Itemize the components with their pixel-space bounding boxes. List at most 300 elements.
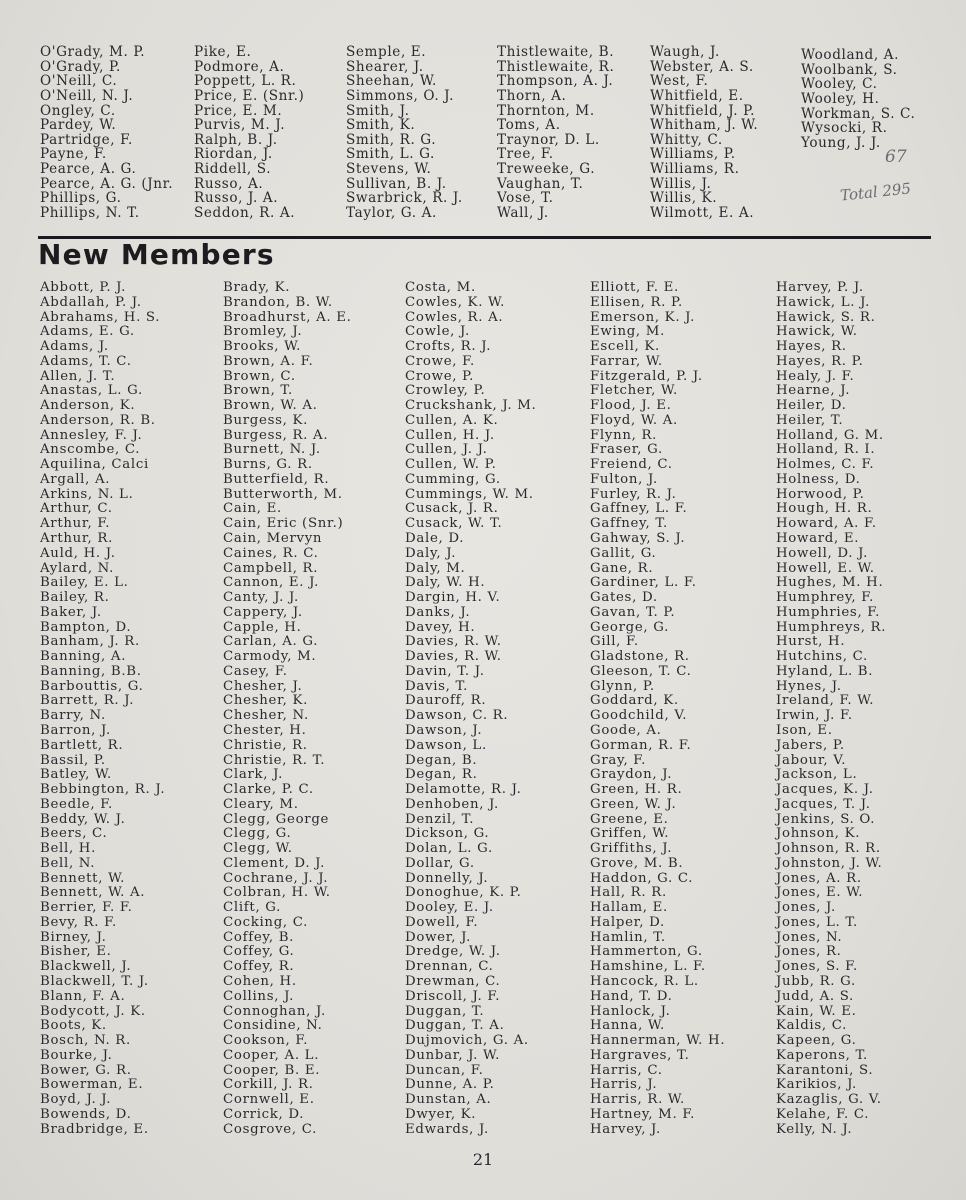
member-name: Blackwell, J. — [40, 959, 132, 975]
member-name: Gill, F. — [590, 634, 639, 650]
member-name: Connoghan, J. — [223, 1003, 326, 1019]
member-name: Green, W. J. — [590, 796, 677, 812]
member-name: Harris, J. — [590, 1077, 658, 1093]
member-name: Beedle, F. — [40, 796, 113, 812]
member-name: Holland, G. M. — [776, 427, 884, 443]
member-name: Traynor, D. L. — [497, 131, 600, 148]
member-name: Kain, W. E. — [776, 1003, 857, 1019]
member-name: Hearne, J. — [776, 383, 851, 399]
member-name: Banning, A. — [40, 649, 127, 665]
member-name: Smith, R. G. — [346, 131, 437, 148]
member-name: Gaffney, T. — [590, 516, 668, 532]
member-name: Hanna, W. — [590, 1018, 665, 1034]
member-name: Harris, C. — [590, 1062, 663, 1078]
member-name: Jones, R. — [776, 944, 842, 960]
member-name: O'Grady, M. P. — [40, 44, 146, 60]
member-name: Workman, S. C. — [801, 105, 916, 122]
member-name: Kazaglis, G. V. — [776, 1092, 882, 1108]
member-name: Flynn, R. — [590, 427, 658, 443]
member-name: Cusack, J. R. — [405, 501, 499, 517]
member-name: Arthur, C. — [40, 501, 113, 517]
member-name: Bosch, N. R. — [40, 1033, 131, 1049]
member-name: Bromley, J. — [223, 324, 303, 340]
section-heading: New Members — [38, 238, 275, 271]
member-name: Escell, K. — [590, 339, 660, 355]
member-name: Casey, F. — [223, 663, 288, 679]
member-name: Irwin, J. F. — [776, 708, 853, 724]
member-name: Jenkins, S. O. — [776, 811, 876, 827]
member-name: Beers, C. — [40, 826, 108, 842]
member-name: Kaperons, T. — [776, 1047, 868, 1063]
member-name: Bower, G. R. — [40, 1062, 132, 1078]
member-name: Brown, W. A. — [223, 398, 318, 414]
member-name: Fletcher, W. — [590, 383, 678, 399]
member-name: Hough, H. R. — [776, 501, 873, 517]
member-name: Waugh, J. — [650, 44, 720, 60]
member-name: Price, E. (Snr.) — [194, 87, 305, 104]
member-name: Corkill, J. R. — [223, 1077, 314, 1093]
member-name: Dale, D. — [405, 531, 465, 547]
member-name: Cohen, H. — [223, 973, 297, 989]
member-name: Wooley, H. — [801, 90, 880, 107]
member-name: Drewman, C. — [405, 973, 501, 989]
member-name: Pearce, A. G. — [40, 161, 137, 178]
member-name: Hanlock, J. — [590, 1003, 671, 1019]
member-name: Hawick, L. J. — [776, 294, 871, 310]
member-name: Elliott, F. E. — [590, 280, 679, 295]
member-name: Hannerman, W. H. — [590, 1033, 726, 1049]
member-name: Pardey, W. — [40, 117, 117, 134]
member-name: Donnelly, J. — [405, 870, 489, 886]
member-name: Goode, A. — [590, 722, 662, 738]
member-name: Humphrey, F. — [776, 590, 875, 606]
member-name: Gleeson, T. C. — [590, 663, 692, 679]
member-name: Bisher, E. — [40, 944, 112, 960]
member-name: Delamotte, R. J. — [405, 782, 522, 798]
member-name: Hand, T. D. — [590, 988, 673, 1004]
member-name: Bailey, E. L. — [40, 575, 129, 591]
member-name: Johnson, R. R. — [776, 841, 881, 857]
member-name: Cain, E. — [223, 501, 282, 517]
member-name: Abrahams, H. S. — [40, 309, 161, 325]
member-name: Adams, E. G. — [40, 324, 135, 340]
member-name: Wall, J. — [497, 205, 549, 222]
member-name: Emerson, K. J. — [590, 309, 696, 325]
member-name: Clift, G. — [223, 900, 282, 916]
member-name: Hall, R. R. — [590, 885, 667, 901]
member-name: Jacques, T. J. — [776, 796, 871, 812]
member-name: Heiler, T. — [776, 412, 844, 428]
member-name: Degan, B. — [405, 752, 478, 768]
member-name: Kaldis, C. — [776, 1018, 848, 1034]
member-name: Abdallah, P. J. — [40, 294, 142, 310]
member-name: Driscoll, J. F. — [405, 988, 501, 1004]
member-name: Hayes, R. — [776, 339, 847, 355]
member-name: Bevy, R. F. — [40, 914, 117, 930]
member-name: Kelahe, F. C. — [776, 1106, 870, 1122]
member-name: Partridge, F. — [40, 131, 133, 148]
member-name: Holland, R. I. — [776, 442, 876, 458]
member-name: Clegg, G. — [223, 826, 292, 842]
top-list-col-3 — [346, 45, 463, 221]
new-members-col-1 — [40, 281, 165, 1137]
member-name: Butterworth, M. — [223, 486, 343, 502]
member-name: Collins, J. — [223, 988, 295, 1004]
member-name: Griffen, W. — [590, 826, 670, 842]
member-name: Drennan, C. — [405, 959, 494, 975]
member-name: Pike, E. — [194, 44, 252, 60]
member-name: Gahway, S. J. — [590, 531, 686, 547]
handwritten-count: 67 — [885, 147, 907, 167]
top-list-col-6 — [801, 48, 915, 150]
member-name: Jones, A. R. — [776, 870, 862, 886]
member-name: Gardiner, L. F. — [590, 575, 697, 591]
new-members-col-3 — [405, 281, 536, 1137]
member-name: Jones, J. — [776, 900, 836, 916]
top-list-col-1 — [40, 45, 173, 221]
member-name: Jacques, K. J. — [776, 782, 874, 798]
member-name: Dollar, G. — [405, 855, 475, 871]
member-name: Johnston, J. W. — [776, 855, 883, 871]
member-name: Blann, F. A. — [40, 988, 126, 1004]
member-name: Stevens, W. — [346, 161, 432, 178]
new-members-col-5 — [776, 281, 886, 1137]
member-name: Sullivan, B. J. — [346, 175, 447, 192]
member-name: Clark, J. — [223, 767, 284, 783]
member-name: Dolan, L. G. — [405, 841, 493, 857]
member-name: Arthur, F. — [40, 516, 111, 532]
member-name: Sheehan, W. — [346, 73, 437, 90]
member-name: Bell, H. — [40, 841, 97, 857]
member-name: Podmore, A. — [194, 58, 285, 75]
member-name: Brown, A. F. — [223, 353, 314, 369]
member-name: Riordan, J. — [194, 146, 273, 163]
member-name: Bassil, P. — [40, 752, 106, 768]
member-name: Bourke, J. — [40, 1047, 113, 1063]
member-name: Duggan, T. A. — [405, 1018, 505, 1034]
member-name: Howell, E. W. — [776, 560, 875, 576]
member-name: Toms, A. — [497, 117, 561, 134]
member-name: Carmody, M. — [223, 649, 317, 665]
member-name: Harvey, P. J. — [776, 280, 864, 295]
member-name: Hargraves, T. — [590, 1047, 690, 1063]
member-name: Cumming, G. — [405, 471, 501, 487]
member-name: Bodycott, J. K. — [40, 1003, 146, 1019]
member-name: Brady, K. — [223, 280, 291, 295]
member-name: Phillips, G. — [40, 190, 122, 207]
member-name: Fulton, J. — [590, 471, 658, 487]
member-name: Bennett, W. A. — [40, 885, 146, 901]
member-name: Auld, H. J. — [40, 545, 116, 561]
member-name: Crowe, P. — [405, 368, 475, 384]
member-name: Cullen, W. P. — [405, 457, 497, 473]
member-name: Smith, J. — [346, 102, 410, 119]
member-name: Cleary, M. — [223, 796, 299, 812]
member-name: Russo, J. A. — [194, 190, 279, 207]
member-name: Arthur, R. — [40, 531, 114, 547]
member-name: Cruckshank, J. M. — [405, 398, 537, 414]
member-name: Boots, K. — [40, 1018, 107, 1034]
member-name: Haddon, G. C. — [590, 870, 694, 886]
member-name: Willis, J. — [650, 175, 712, 192]
member-name: Pearce, A. G. (Jnr. — [40, 175, 174, 192]
member-name: Kelly, N. J. — [776, 1121, 853, 1137]
member-name: Dawson, C. R. — [405, 708, 509, 724]
member-name: Cappery, J. — [223, 604, 303, 620]
member-name: Kapeen, G. — [776, 1033, 857, 1049]
member-name: Anastas, L. G. — [40, 383, 143, 399]
member-name: Burnett, N. J. — [223, 442, 321, 458]
handwritten-total: Total 295 — [839, 179, 912, 205]
member-name: Bowerman, E. — [40, 1077, 144, 1093]
member-name: Hutchins, C. — [776, 649, 868, 665]
member-name: Cooper, B. E. — [223, 1062, 321, 1078]
top-list-col-5 — [650, 45, 758, 221]
member-name: Humphreys, R. — [776, 619, 887, 635]
member-name: Chesher, N. — [223, 708, 309, 724]
member-name: Clegg, W. — [223, 841, 293, 857]
member-name: Jabers, P. — [776, 737, 845, 753]
member-name: Griffiths, J. — [590, 841, 673, 857]
member-name: Dunbar, J. W. — [405, 1047, 500, 1063]
member-name: Goddard, K. — [590, 693, 679, 709]
member-name: Denzil, T. — [405, 811, 475, 827]
member-name: Wooley, C. — [801, 76, 878, 93]
member-name: Holmes, C. F. — [776, 457, 875, 473]
top-list-col-4 — [497, 45, 614, 221]
member-name: Corrick, D. — [223, 1106, 305, 1122]
member-name: Seddon, R. A. — [194, 205, 296, 222]
member-name: Christie, R. T. — [223, 752, 326, 768]
member-name: Dredge, W. J. — [405, 944, 501, 960]
member-name: Vaughan, T. — [497, 175, 584, 192]
member-name: Dower, J. — [405, 929, 472, 945]
member-name: Bailey, R. — [40, 590, 110, 606]
member-name: Treweeke, G. — [497, 161, 596, 178]
member-name: Green, H. R. — [590, 782, 683, 798]
member-name: Goodchild, V. — [590, 708, 688, 724]
member-name: Woodland, A. — [801, 47, 900, 63]
member-name: Simmons, O. J. — [346, 87, 455, 104]
member-name: Cowle, J. — [405, 324, 470, 340]
member-name: Cosgrove, C. — [223, 1121, 318, 1137]
member-name: Baker, J. — [40, 604, 102, 620]
member-name: Cookson, F. — [223, 1033, 309, 1049]
member-name: West, F. — [650, 73, 709, 90]
member-name: Williams, P. — [650, 146, 736, 163]
member-name: Annesley, F. J. — [40, 427, 143, 443]
member-name: Thornton, M. — [497, 102, 595, 119]
member-name: Barbouttis, G. — [40, 678, 144, 694]
member-name: Barron, J. — [40, 722, 111, 738]
member-name: Daly, J. — [405, 545, 457, 561]
member-name: Davin, T. J. — [405, 663, 485, 679]
member-name: Howell, D. J. — [776, 545, 869, 561]
member-name: Cullen, A. K. — [405, 412, 499, 428]
member-name: Gladstone, R. — [590, 649, 690, 665]
member-name: Davies, R. W. — [405, 649, 502, 665]
member-name: Hamshine, L. F. — [590, 959, 706, 975]
member-name: Howard, E. — [776, 531, 860, 547]
member-name: Jones, N. — [776, 929, 843, 945]
member-name: Bell, N. — [40, 855, 96, 871]
member-name: Cochrane, J. J. — [223, 870, 329, 886]
member-name: Gray, F. — [590, 752, 647, 768]
member-name: Whitfield, J. P. — [650, 102, 755, 119]
member-name: Dauroff, R. — [405, 693, 487, 709]
member-name: Ellisen, R. P. — [590, 294, 683, 310]
member-name: Dargin, H. V. — [405, 590, 501, 606]
member-name: Barrett, R. J. — [40, 693, 135, 709]
member-name: Cullen, H. J. — [405, 427, 495, 443]
member-name: Broadhurst, A. E. — [223, 309, 352, 325]
member-name: Cooper, A. L. — [223, 1047, 320, 1063]
member-name: Clegg, George — [223, 811, 330, 827]
member-name: Considine, N. — [223, 1018, 323, 1034]
member-name: Riddell, S. — [194, 161, 272, 178]
member-name: Hancock, R. L. — [590, 973, 699, 989]
member-name: Bennett, W. — [40, 870, 126, 886]
member-name: Johnson, K. — [776, 826, 861, 842]
member-name: Cowles, R. A. — [405, 309, 504, 325]
member-name: Ison, E. — [776, 722, 833, 738]
member-name: Cornwell, E. — [223, 1092, 315, 1108]
member-name: Bradbridge, E. — [40, 1121, 149, 1137]
member-name: Denhoben, J. — [405, 796, 499, 812]
member-name: Farrar, W. — [590, 353, 663, 369]
member-name: Aylard, N. — [40, 560, 115, 576]
member-name: Heiler, D. — [776, 398, 847, 414]
member-name: Whitfield, E. — [650, 87, 744, 104]
member-name: Butterfield, R. — [223, 471, 330, 487]
member-name: Brown, T. — [223, 383, 293, 399]
member-name: Donoghue, K. P. — [405, 885, 522, 901]
member-name: Daly, W. H. — [405, 575, 486, 591]
member-name: Grove, M. B. — [590, 855, 684, 871]
member-name: Dooley, E. J. — [405, 900, 494, 916]
member-name: Cain, Eric (Snr.) — [223, 516, 344, 532]
member-name: Blackwell, T. J. — [40, 973, 149, 989]
top-list-col-2 — [194, 45, 304, 221]
member-name: Bowends, D. — [40, 1106, 132, 1122]
member-name: Hammerton, G. — [590, 944, 703, 960]
member-name: Abbott, P. J. — [40, 280, 127, 295]
member-name: Price, E. M. — [194, 102, 283, 119]
member-name: Davey, H. — [405, 619, 476, 635]
member-name: Hartney, M. F. — [590, 1106, 696, 1122]
member-name: Willis, K. — [650, 190, 718, 207]
member-name: Campbell, R. — [223, 560, 319, 576]
member-name: Woolbank, S. — [801, 61, 898, 78]
member-name: Hawick, S. R. — [776, 309, 876, 325]
member-name: Purvis, M. J. — [194, 117, 286, 134]
member-name: Hamlin, T. — [590, 929, 666, 945]
member-name: Bartlett, R. — [40, 737, 124, 753]
member-name: Hallam, E. — [590, 900, 668, 916]
member-name: Cocking, C. — [223, 914, 309, 930]
member-name: Humphries, F. — [776, 604, 881, 620]
member-name: Howard, A. F. — [776, 516, 877, 532]
member-name: Graydon, J. — [590, 767, 673, 783]
member-name: Fitzgerald, P. J. — [590, 368, 703, 384]
member-name: Burns, G. R. — [223, 457, 313, 473]
member-name: Vose, T. — [497, 190, 554, 207]
member-name: Williams, R. — [650, 161, 740, 178]
member-name: Whitham, J. W. — [650, 117, 759, 134]
page-number: 21 — [472, 1150, 494, 1169]
member-name: Freiend, C. — [590, 457, 673, 473]
member-name: George, G. — [590, 619, 670, 635]
member-name: Arkins, N. L. — [40, 486, 134, 502]
member-name: Furley, R. J. — [590, 486, 677, 502]
member-name: Thompson, A. J. — [497, 73, 614, 90]
member-name: Hayes, R. P. — [776, 353, 864, 369]
member-name: Chester, H. — [223, 722, 307, 738]
member-name: Wilmott, E. A. — [650, 205, 755, 222]
member-name: Argall, A. — [40, 471, 111, 487]
member-name: O'Neill, C. — [40, 73, 118, 90]
member-name: Caines, R. C. — [223, 545, 319, 561]
member-name: Jones, S. F. — [776, 959, 858, 975]
member-name: Phillips, N. T. — [40, 205, 140, 222]
member-name: Anderson, K. — [40, 398, 136, 414]
member-name: Cain, Mervyn — [223, 531, 323, 547]
member-name: Christie, R. — [223, 737, 308, 753]
member-name: Bampton, D. — [40, 619, 132, 635]
member-name: Clement, D. J. — [223, 855, 326, 871]
member-name: Dunne, A. P. — [405, 1077, 495, 1093]
member-name: Semple, E. — [346, 44, 427, 60]
member-name: Daly, M. — [405, 560, 466, 576]
member-name: Gallit, G. — [590, 545, 657, 561]
new-members-col-4 — [590, 281, 725, 1137]
member-name: Shearer, J. — [346, 58, 424, 75]
member-name: Dowell, F. — [405, 914, 479, 930]
member-name: Dawson, J. — [405, 722, 483, 738]
member-name: Boyd, J. J. — [40, 1092, 112, 1108]
member-name: Hynes, J. — [776, 678, 842, 694]
member-name: Thistlewaite, R. — [497, 58, 615, 75]
member-name: Holness, D. — [776, 471, 861, 487]
member-name: Thistlewaite, B. — [497, 44, 615, 60]
member-name: Ireland, F. W. — [776, 693, 875, 709]
member-name: Burgess, R. A. — [223, 427, 329, 443]
member-name: Dwyer, K. — [405, 1106, 477, 1122]
member-name: Taylor, G. A. — [346, 205, 437, 222]
member-name: Canty, J. J. — [223, 590, 299, 606]
member-name: Webster, A. S. — [650, 58, 754, 75]
member-name: Ongley, C. — [40, 102, 116, 119]
member-name: Brandon, B. W. — [223, 294, 333, 310]
member-name: Crowley, P. — [405, 383, 486, 399]
member-name: Degan, R. — [405, 767, 478, 783]
member-name: Horwood, P. — [776, 486, 865, 502]
member-name: Davis, T. — [405, 678, 469, 694]
member-name: Chesher, K. — [223, 693, 309, 709]
member-name: Flood, J. E. — [590, 398, 672, 414]
member-name: Coffey, R. — [223, 959, 295, 975]
member-name: Crofts, R. J. — [405, 339, 492, 355]
member-name: Poppett, L. R. — [194, 73, 297, 90]
member-name: Healy, J. F. — [776, 368, 855, 384]
member-name: Jackson, L. — [776, 767, 858, 783]
member-name: Ralph, B. J. — [194, 131, 278, 148]
member-name: Brooks, W. — [223, 339, 302, 355]
member-name: Colbran, H. W. — [223, 885, 331, 901]
member-name: Whitty, C. — [650, 131, 723, 148]
member-name: Smith, L. G. — [346, 146, 435, 163]
member-name: Allen, J. T. — [40, 368, 116, 384]
